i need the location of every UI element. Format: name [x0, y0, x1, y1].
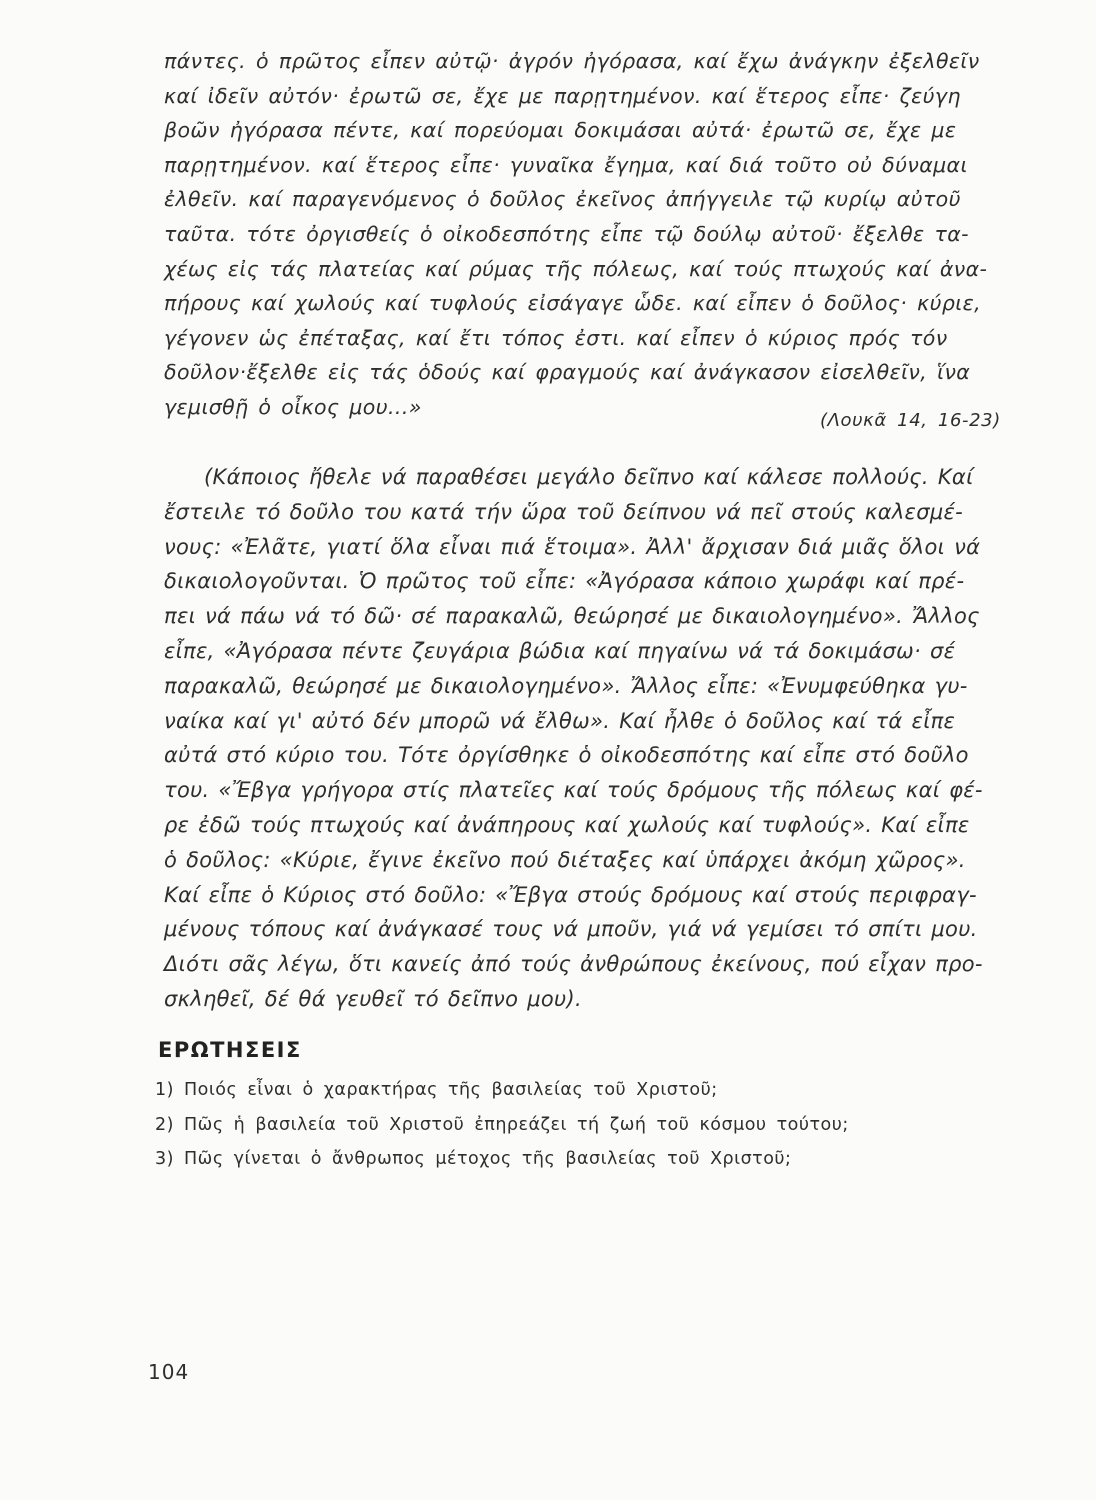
scripture-line: πήρους καί χωλούς καί τυφλούς εἰσάγαγε ὧδε. καί εἶπεν ὁ δοῦλος· κύριε, [164, 291, 981, 316]
questions-list [155, 1073, 849, 1177]
paraphrase-line: αὐτά στό κύριο του. Τότε ὀργίσθηκε ὁ οἰκοδεσπότης καί εἶπε στό δοῦλο [164, 743, 969, 768]
paraphrase-passage [164, 460, 1024, 1017]
paraphrase-line: σκληθεῖ, δέ θά γευθεῖ τό δεῖπνο μου). [164, 986, 582, 1011]
scripture-line: γεμισθῇ ὁ οἶκος μου...» [164, 394, 422, 419]
paraphrase-line: ὁ δοῦλος: «Κύριε, ἔγινε ἐκεῖνο πού διέταξες καί ὑπάρχει ἀκόμη χῶρος». [164, 847, 966, 872]
question-item: 3) Πῶς γίνεται ὁ ἄνθρωπος μέτοχος τῆς βασιλείας τοῦ Χριστοῦ; [155, 1149, 792, 1169]
paraphrase-line: (Κάποιος ἤθελε νά παραθέσει μεγάλο δεῖπνο καί κάλεσε πολλούς. Καί [204, 465, 974, 489]
scripture-line: γέγονεν ὡς ἐπέταξας, καί ἔτι τόπος ἐστι. καί εἶπεν ὁ κύριος πρός τόν [164, 325, 948, 350]
scripture-line: πάντες. ὁ πρῶτος εἶπεν αὐτῷ· ἀγρόν ἠγόρασα, καί ἔχω ἀνάγκην ἐξελθεῖν [164, 49, 980, 73]
scripture-line: δοῦλον·ἔξελθε εἰς τάς ὁδούς καί φραγμούς καί ἀνάγκασον εἰσελθεῖν, ἵνα [164, 360, 971, 385]
question-item: 1) Ποιός εἶναι ὁ χαρακτήρας τῆς βασιλείας τοῦ Χριστοῦ; [155, 1080, 718, 1100]
paraphrase-line: ρε ἐδῶ τούς πτωχούς καί ἀνάπηρους καί χωλούς καί τυφλούς». Καί εἶπε [164, 812, 970, 837]
scripture-line: παρῃτημένον. καί ἕτερος εἶπε· γυναῖκα ἔγημα, καί διά τοῦτο οὐ δύναμαι [164, 152, 968, 177]
paraphrase-line: Διότι σᾶς λέγω, ὅτι κανείς ἀπό τούς ἀνθρώπους ἐκείνους, πού εἶχαν προ- [164, 952, 983, 977]
scripture-line: βοῶν ἠγόρασα πέντε, καί πορεύομαι δοκιμάσαι αὐτά· ἐρωτῶ σε, ἔχε με [164, 118, 957, 143]
paraphrase-line: παρακαλῶ, θεώρησέ με δικαιολογημένο». Ἄλλος εἶπε: «Ἐνυμφεύθηκα γυ- [164, 673, 968, 698]
questions-heading: ΕΡΩΤΗΣΕΙΣ [158, 1038, 302, 1062]
paraphrase-line: εἶπε, «Ἀγόρασα πέντε ζευγάρια βώδια καί πηγαίνω νά τά δοκιμάσω· σέ [164, 638, 956, 663]
paraphrase-line: Καί εἶπε ὁ Κύριος στό δοῦλο: «Ἔβγα στούς δρόμους καί στούς περιφραγ- [164, 882, 977, 907]
paraphrase-line: μένους τόπους καί ἀνάγκασέ τους νά μποῦν, γιά νά γεμίσει τό σπίτι μου. [164, 917, 978, 942]
paraphrase-line: νους: «Ἐλᾶτε, γιατί ὅλα εἶναι πιά ἕτοιμα». Ἀλλ' ἄρχισαν διά μιᾶς ὅλοι νά [164, 534, 981, 559]
paraphrase-line: πει νά πάω νά τό δῶ· σέ παρακαλῶ, θεώρησέ με δικαιολογημένο». Ἄλλος [164, 604, 980, 629]
page-number: 104 [148, 1360, 190, 1384]
scripture-line: καί ἰδεῖν αὐτόν· ἐρωτῶ σε, ἔχε με παρῃτημένον. καί ἕτερος εἶπε· ζεύγη [164, 83, 961, 108]
paraphrase-line: ἔστειλε τό δοῦλο του κατά τήν ὥρα τοῦ δείπνου νά πεῖ στούς καλεσμέ- [164, 499, 964, 524]
scripture-line: χέως εἰς τάς πλατείας καί ρύμας τῆς πόλεως, καί τούς πτωχούς καί ἀνα- [164, 256, 988, 281]
scripture-line: ἐλθεῖν. καί παραγενόμενος ὁ δοῦλος ἐκεῖνος ἀπήγγειλε τῷ κυρίῳ αὐτοῦ [164, 187, 961, 212]
scripture-citation: (Λουκᾶ 14, 16-23) [820, 410, 1001, 431]
question-item: 2) Πῶς ἡ βασιλεία τοῦ Χριστοῦ ἐπηρεάζει τή ζωή τοῦ κόσμου τούτου; [155, 1114, 849, 1135]
paraphrase-line: του. «Ἔβγα γρήγορα στίς πλατεῖες καί τούς δρόμους τῆς πόλεως καί φέ- [164, 778, 983, 803]
scripture-passage [164, 44, 1024, 425]
scripture-line: ταῦτα. τότε ὀργισθείς ὁ οἰκοδεσπότης εἶπε τῷ δούλῳ αὐτοῦ· ἔξελθε τα- [164, 221, 969, 246]
paraphrase-line: δικαιολογοῦνται. Ὁ πρῶτος τοῦ εἶπε: «Ἀγόρασα κάποιο χωράφι καί πρέ- [164, 569, 965, 594]
paraphrase-line: ναίκα καί γι' αὐτό δέν μπορῶ νά ἔλθω». Καί ἦλθε ὁ δοῦλος καί τά εἶπε [164, 708, 956, 733]
